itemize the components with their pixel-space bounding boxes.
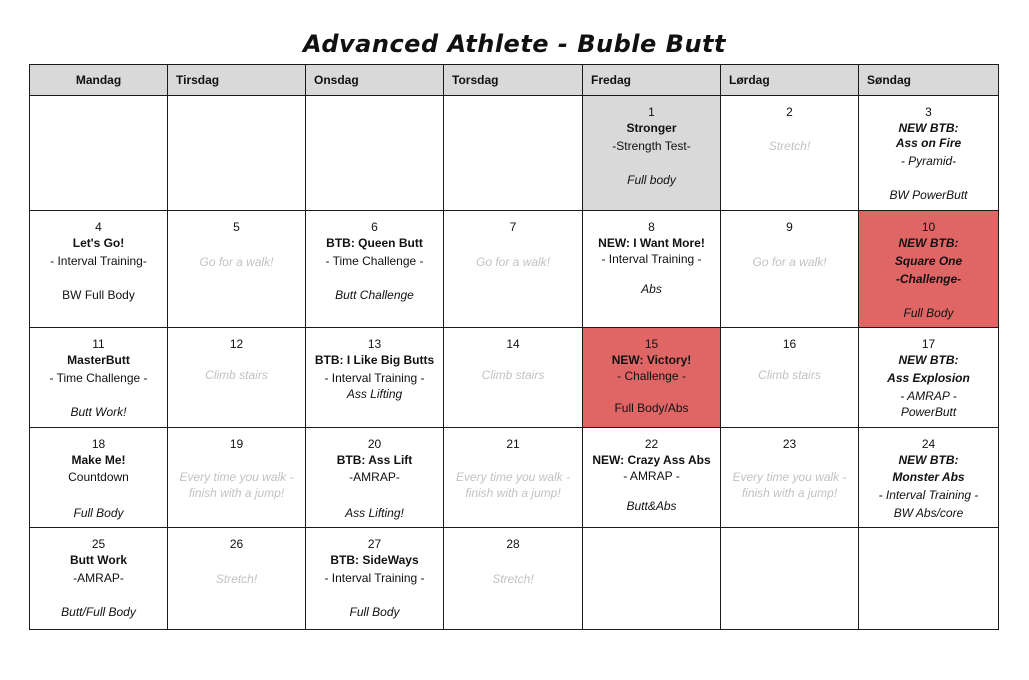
weekday-header: Onsdag (306, 65, 444, 96)
workout-text: Go for a walk! (475, 255, 551, 269)
week-row (30, 211, 999, 328)
workout-text: - Interval Training - (324, 571, 425, 585)
workout-text: Ass on Fire (895, 136, 962, 150)
day-cell (721, 428, 859, 528)
day-cell (306, 328, 444, 428)
workout-text: NEW BTB: (898, 121, 959, 135)
workout-text: BW Abs/core (893, 506, 964, 520)
day-number: 12 (229, 337, 244, 351)
day-cell (859, 96, 999, 211)
workout-text: - AMRAP - (900, 389, 957, 403)
day-number: 11 (92, 337, 105, 351)
day-number: 6 (371, 220, 378, 234)
workout-text: -Strength Test- (612, 139, 691, 153)
workout-text: Climb stairs (481, 368, 545, 382)
day-cell (859, 211, 999, 328)
workout-text: BTB: I Like Big Butts (314, 353, 435, 367)
workout-text: - Interval Training - (601, 252, 702, 266)
weekday-header: Søndag (859, 65, 999, 96)
workout-text: Full Body (903, 306, 954, 320)
workout-text: Make Me! (71, 453, 126, 467)
day-cell (583, 96, 721, 211)
weekday-header: Fredag (583, 65, 721, 96)
day-cell (168, 428, 306, 528)
day-number: 1 (648, 105, 655, 119)
day-number: 28 (506, 537, 520, 551)
day-cell (30, 96, 168, 211)
workout-text: Every time you walk - (179, 470, 294, 484)
day-cell (859, 528, 999, 630)
workout-text: Stretch! (768, 139, 811, 153)
workout-text: - Time Challenge - (49, 371, 148, 385)
day-number: 2 (786, 105, 793, 119)
week-row (30, 528, 999, 630)
workout-text: Ass Explosion (887, 371, 970, 385)
day-number: 5 (233, 220, 240, 234)
day-number: 4 (95, 220, 102, 234)
workout-text: - Challenge - (617, 369, 686, 383)
workout-text: Butt Work! (70, 405, 127, 419)
workout-text: Ass Lifting! (345, 506, 404, 520)
calendar-table (29, 64, 999, 630)
workout-text: Let's Go! (72, 236, 125, 250)
day-cell (30, 211, 168, 328)
day-cell (30, 528, 168, 630)
day-number: 9 (786, 220, 793, 234)
day-cell (859, 428, 999, 528)
workout-text: Butt/Full Body (61, 605, 136, 619)
workout-text: Countdown (68, 470, 129, 484)
day-cell (721, 328, 859, 428)
day-number: 7 (509, 220, 517, 234)
workout-text: Monster Abs (892, 470, 965, 484)
workout-text: Butt Challenge (335, 288, 414, 302)
week-row (30, 428, 999, 528)
day-number: 23 (782, 437, 797, 451)
workout-text: NEW: Crazy Ass Abs (592, 453, 711, 467)
day-number: 15 (644, 337, 659, 351)
day-cell (30, 428, 168, 528)
workout-text: NEW BTB: (898, 453, 959, 467)
workout-text: BTB: Queen Butt (326, 236, 423, 250)
workout-text: Full Body/Abs (614, 401, 689, 415)
workout-text: Butt&Abs (626, 499, 677, 513)
day-number: 21 (506, 437, 520, 451)
workout-text: BTB: Ass Lift (336, 453, 413, 467)
weekday-header-row (30, 65, 999, 96)
workout-text: Go for a walk! (752, 255, 827, 269)
day-cell (444, 211, 583, 328)
weekday-header: Torsdag (444, 65, 583, 96)
workout-text: Stronger (626, 121, 677, 135)
day-cell (721, 96, 859, 211)
workout-text: Every time you walk - (455, 470, 571, 484)
day-cell (168, 528, 306, 630)
workout-text: NEW BTB: (898, 353, 959, 367)
page-title: Advanced Athlete - Buble Butt (303, 30, 726, 58)
workout-text: Full body (627, 173, 676, 187)
workout-text: Full Body (349, 605, 400, 619)
workout-text: BTB: SideWays (330, 553, 419, 567)
workout-text: - Interval Training - (878, 488, 979, 502)
day-number: 18 (91, 437, 106, 451)
day-cell (168, 328, 306, 428)
workout-text: finish with a jump! (741, 486, 838, 500)
workout-text: - Time Challenge - (325, 254, 424, 268)
workout-text: NEW BTB: (898, 236, 959, 250)
weekday-header: Lørdag (721, 65, 859, 96)
day-cell (306, 211, 444, 328)
day-number: 20 (367, 437, 382, 451)
workout-text: Climb stairs (758, 368, 821, 382)
day-number: 27 (367, 537, 382, 551)
weekday-header: Tirsdag (168, 65, 306, 96)
day-cell (583, 211, 721, 328)
day-cell (168, 211, 306, 328)
workout-text: Full Body (73, 506, 124, 520)
workout-text: BW PowerButt (889, 188, 968, 202)
workout-text: -AMRAP- (73, 571, 124, 585)
workout-text: -Challenge- (895, 272, 962, 286)
workout-text: PowerButt (900, 405, 957, 419)
day-cell (168, 96, 306, 211)
day-cell (583, 328, 721, 428)
day-cell (444, 328, 583, 428)
workout-text: - Interval Training- (50, 254, 147, 268)
workout-text: Stretch! (492, 572, 534, 586)
workout-text: Ass Lifting (346, 387, 403, 401)
workout-text: NEW: I Want More! (598, 236, 705, 250)
workout-text: - Pyramid- (900, 154, 957, 168)
day-number: 14 (506, 337, 520, 351)
day-number: 19 (229, 437, 244, 451)
workout-text: -AMRAP- (349, 470, 400, 484)
day-number: 25 (91, 537, 106, 551)
workout-text: Go for a walk! (199, 255, 274, 269)
day-cell (444, 428, 583, 528)
day-number: 24 (921, 437, 936, 451)
workout-text: Every time you walk - (732, 470, 847, 484)
day-number: 13 (367, 337, 382, 351)
workout-text: Butt Work (69, 553, 128, 567)
workout-text: Stretch! (215, 572, 258, 586)
workout-text: NEW: Victory! (611, 353, 692, 367)
workout-text: Square One (894, 254, 963, 268)
week-row (30, 96, 999, 211)
day-cell (444, 528, 583, 630)
day-cell (583, 428, 721, 528)
workout-text: finish with a jump! (465, 486, 561, 500)
workout-text: - Interval Training - (324, 371, 425, 385)
day-number: 8 (648, 220, 655, 234)
day-cell (721, 211, 859, 328)
workout-text: - AMRAP - (623, 469, 680, 483)
week-row (30, 328, 999, 428)
day-cell (306, 528, 444, 630)
day-cell (306, 428, 444, 528)
workout-text: Abs (641, 282, 662, 296)
day-cell (859, 328, 999, 428)
weekday-header: Mandag (30, 65, 168, 96)
day-cell (583, 528, 721, 630)
day-number: 3 (925, 105, 932, 119)
workout-text: Climb stairs (205, 368, 268, 382)
day-number: 16 (782, 337, 797, 351)
day-cell (444, 96, 583, 211)
day-number: 10 (921, 220, 936, 234)
workout-text: finish with a jump! (188, 486, 285, 500)
workout-text: MasterButt (67, 353, 130, 367)
day-cell (721, 528, 859, 630)
day-cell (30, 328, 168, 428)
day-number: 22 (644, 437, 659, 451)
day-cell (306, 96, 444, 211)
workout-text: BW Full Body (62, 288, 135, 302)
day-number: 17 (921, 337, 936, 351)
day-number: 26 (229, 537, 244, 551)
